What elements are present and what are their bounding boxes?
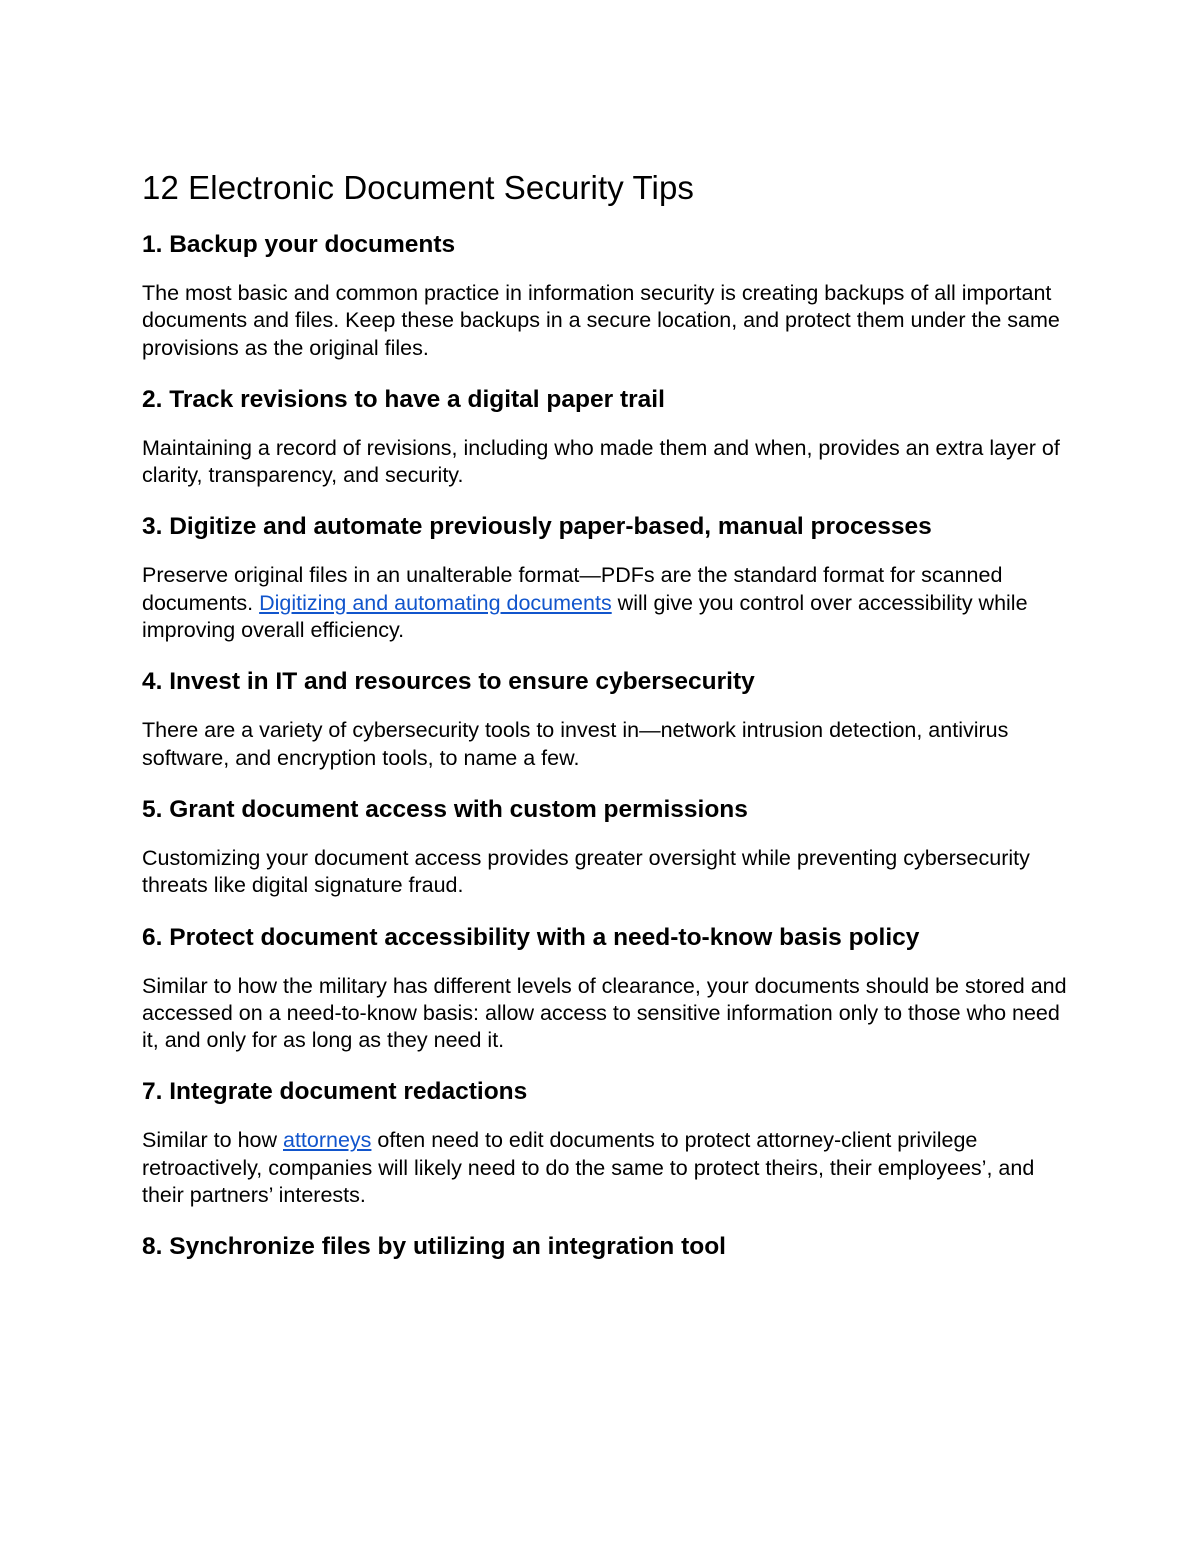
section-body-text: often need to edit documents to protect attorney-client privilege retroactively, companies will likely need to do the same to protect theirs, their employees’, and their partners’ interests. <box>142 1128 1035 1208</box>
section-body: Maintaining a record of revisions, including who made them and when, provides an extra layer of clarity, transparency, and security. <box>142 435 1060 488</box>
section-body: Customizing your document access provides greater oversight while preventing cybersecurity threats like digital signature fraud. <box>142 845 1030 898</box>
section-body: Similar to how the military has different levels of clearance, your documents should be stored and accessed on a need-to-know basis: allow access to sensitive information only to those who need it, and only for as long as they need it. <box>142 973 1067 1053</box>
document-title: 12 Electronic Document Security Tips <box>142 169 694 206</box>
section-body-text: Preserve original files in an unalterable format—PDFs are the standard format for scanned documents. <box>142 563 1003 615</box>
section-2 <box>142 385 1072 490</box>
digitizing-automating-link[interactable]: Digitizing and automating documents <box>259 590 612 615</box>
section-5 <box>142 795 1072 900</box>
section-6 <box>142 923 1072 1055</box>
section-body: The most basic and common practice in information security is creating backups of all important documents and files. Keep these backups in a secure location, and protect them under the same provisions as the original files. <box>142 281 1060 360</box>
section-body <box>142 562 1072 644</box>
document-page <box>142 168 1072 1282</box>
section-heading: 4. Invest in IT and resources to ensure cybersecurity <box>142 668 755 696</box>
section-heading: 2. Track revisions to have a digital paper trail <box>142 385 665 413</box>
section-8 <box>142 1232 1072 1262</box>
section-heading: 5. Grant document access with custom permissions <box>142 795 748 823</box>
section-heading: 3. Digitize and automate previously paper-based, manual processes <box>142 513 932 541</box>
section-heading: 6. Protect document accessibility with a need-to-know basis policy <box>142 923 920 951</box>
section-heading: 1. Backup your documents <box>142 231 456 258</box>
section-3 <box>142 512 1072 644</box>
section-1 <box>142 230 1072 362</box>
section-body: There are a variety of cybersecurity tools to invest in—network intrusion detection, antivirus software, and encryption tools, to name a few. <box>142 718 1009 770</box>
section-body <box>142 1127 1072 1209</box>
attorneys-link[interactable]: attorneys <box>283 1128 372 1153</box>
section-heading: 7. Integrate document redactions <box>142 1078 528 1106</box>
section-7 <box>142 1077 1072 1209</box>
section-4 <box>142 667 1072 772</box>
section-heading: 8. Synchronize files by utilizing an integration tool <box>142 1233 726 1261</box>
section-body-text: will give you control over accessibility while improving overall efficiency. <box>142 590 1028 643</box>
section-body-text: Similar to how <box>142 1128 283 1153</box>
